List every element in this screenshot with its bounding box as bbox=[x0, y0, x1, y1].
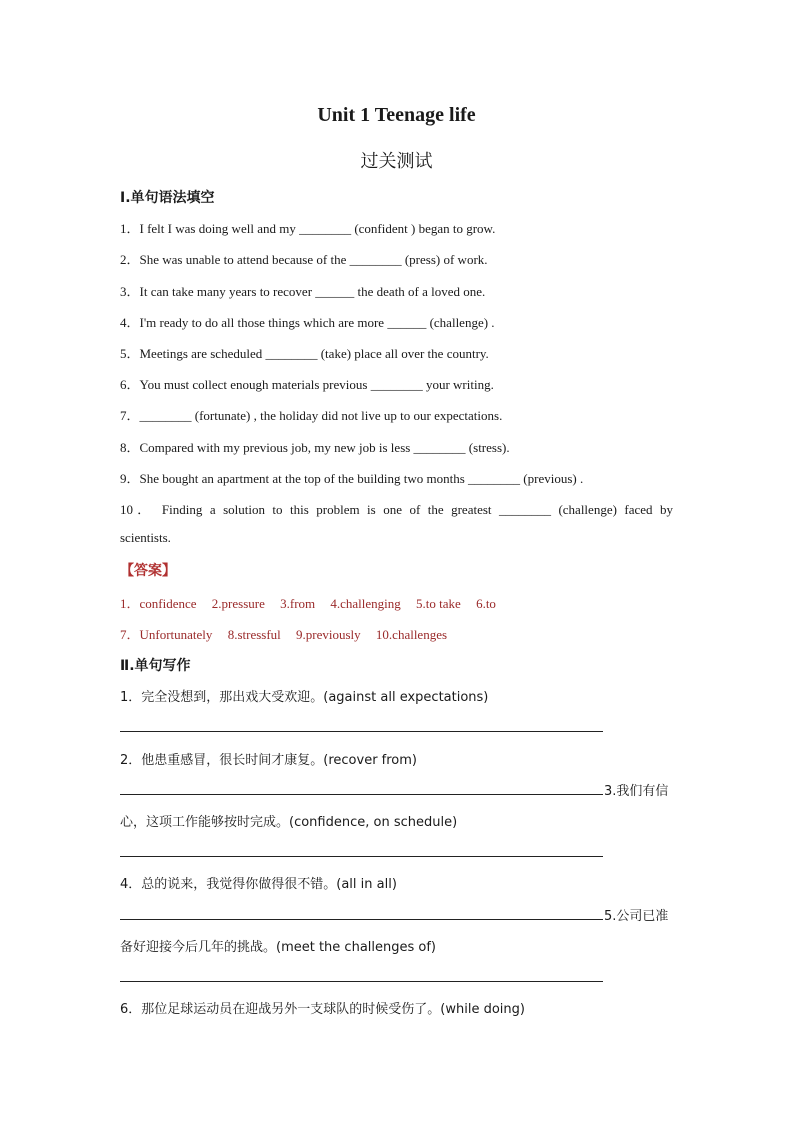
answer-item: 9.previously bbox=[296, 627, 361, 642]
answer-item: 5.to take bbox=[416, 596, 461, 611]
question-6: 6．You must collect enough materials previous ________ your writing. bbox=[120, 377, 494, 392]
question-10-continued: scientists. bbox=[120, 530, 171, 545]
answer-item: 2.pressure bbox=[211, 596, 265, 611]
question-5: 5．Meetings are scheduled ________ (take) place all over the country. bbox=[120, 346, 489, 361]
answer-item: 10.challenges bbox=[375, 627, 448, 642]
question-1: 1．I felt I was doing well and my ________ (confident ) began to grow. bbox=[120, 221, 496, 236]
writing-question-5: 备好迎接今后几年的挑战。(meet the challenges of) bbox=[120, 940, 436, 955]
question-8: 8．Compared with my previous job, my new job is less ________ (stress). bbox=[120, 440, 510, 455]
answer-line-4 bbox=[120, 919, 603, 920]
writing-question-4: 4．总的说来，我觉得你做得很不错。(all in all) bbox=[120, 877, 397, 892]
answer-line-2 bbox=[120, 794, 603, 795]
answer-item: 7．Unfortunately bbox=[120, 627, 213, 642]
answer-line-5 bbox=[120, 981, 603, 982]
question-3: 3．It can take many years to recover ______ the death of a loved one. bbox=[120, 284, 486, 299]
answer-item: 8.stressful bbox=[227, 627, 281, 642]
question-4: 4．I'm ready to do all those things which are more ______ (challenge) . bbox=[120, 315, 495, 330]
writing-question-6: 6．那位足球运动员在迎战另外一支球队的时候受伤了。(while doing) bbox=[120, 1002, 525, 1017]
answer-row-2 bbox=[120, 624, 459, 643]
writing-question-1: 1．完全没想到，那出戏大受欢迎。(against all expectations) bbox=[120, 690, 489, 705]
question-7: 7．________ (fortunate) , the holiday did not live up to our expectations. bbox=[120, 408, 503, 423]
answer-item: 1．confidence bbox=[120, 596, 197, 611]
answer-item: 6.to bbox=[476, 596, 496, 611]
writing-question-2: 2．他患重感冒，很长时间才康复。(recover from) bbox=[120, 753, 417, 768]
writing-question-3: 心，这项工作能够按时完成。(confidence, on schedule) bbox=[120, 815, 458, 830]
answer-line-3 bbox=[120, 856, 603, 857]
question-2: 2．She was unable to attend because of the ________ (press) of work. bbox=[120, 252, 488, 267]
answer-line-1 bbox=[120, 731, 603, 732]
page-subtitle: 过关测试 bbox=[360, 151, 433, 172]
answer-heading: 【答案】 bbox=[120, 563, 176, 579]
writing-question-3-start: 3.我们有信 bbox=[604, 784, 669, 799]
answer-item: 3.from bbox=[280, 596, 316, 611]
section-heading-writing: Ⅱ.单句写作 bbox=[120, 658, 191, 674]
page-title: Unit 1 Teenage life bbox=[317, 104, 476, 126]
answer-row-1 bbox=[120, 593, 508, 612]
section-heading-grammar: Ⅰ.单句语法填空 bbox=[120, 190, 215, 206]
question-9: 9．She bought an apartment at the top of the building two months ________ (previous) . bbox=[120, 471, 584, 486]
writing-question-5-start: 5.公司已准 bbox=[604, 909, 669, 924]
answer-item: 4.challenging bbox=[330, 596, 401, 611]
question-10: 10． Finding a solution to this problem is one of the greatest ________ (challenge) faced by bbox=[120, 502, 673, 517]
